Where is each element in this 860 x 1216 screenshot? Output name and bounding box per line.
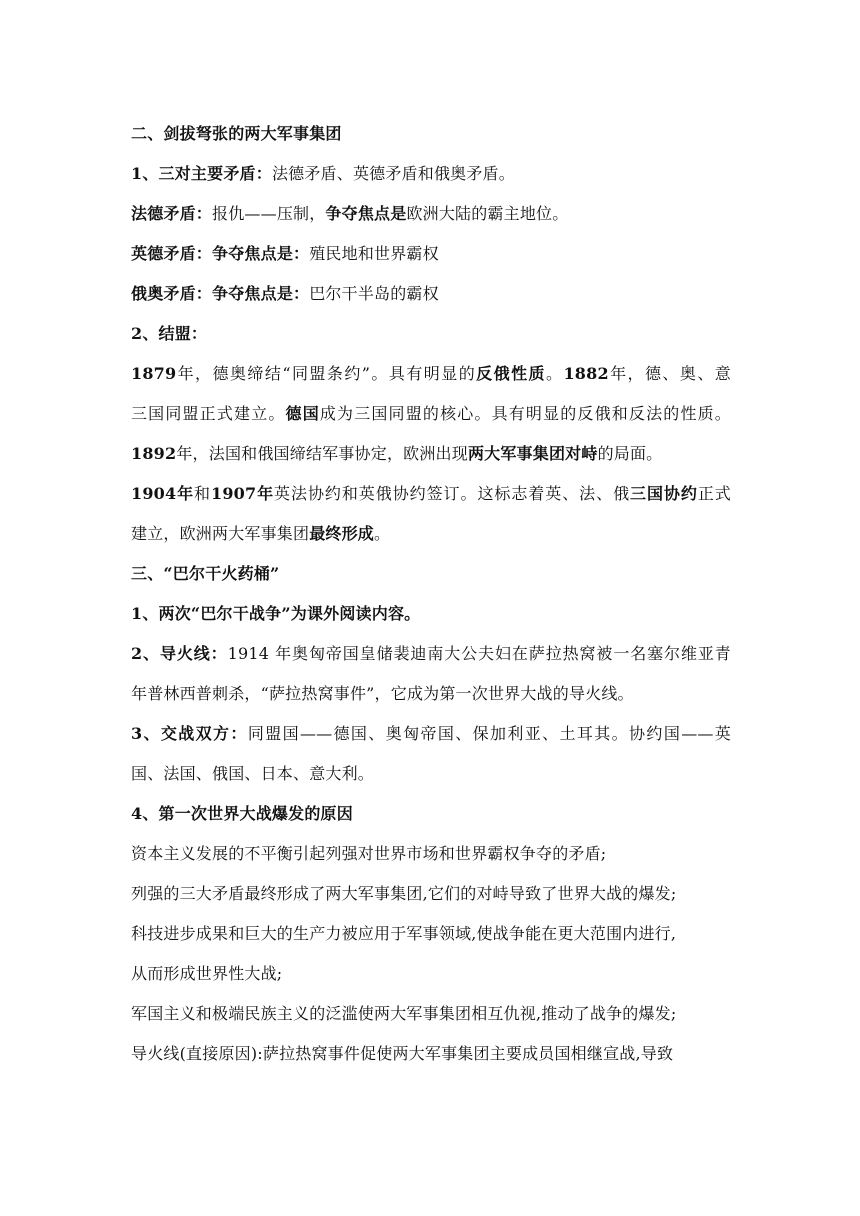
year-suffix-2: 年 xyxy=(256,484,275,503)
alliance-text-1c: 年，德、奥、意 xyxy=(608,364,732,383)
russo-austrian-focus: 争夺焦点是： xyxy=(212,284,310,303)
alliance-line-4 xyxy=(131,474,731,514)
alliance-text-4a: 和 xyxy=(194,484,211,503)
russo-austrian-line xyxy=(131,274,731,314)
causes-heading: 4、第一次世界大战爆发的原因 xyxy=(131,804,353,823)
alliance-line-1 xyxy=(131,354,731,394)
alliance-text-3b: 的局面。 xyxy=(597,444,663,463)
cause-line: 导火线(直接原因):萨拉热窝事件促使两大军事集团主要成员国相继宣战,导致 xyxy=(131,1044,674,1063)
main-contradictions-label: 1、三对主要矛盾： xyxy=(131,164,272,183)
alliance-text-5a: 建立，欧洲两大军事集团 xyxy=(131,524,310,543)
russo-austrian-label: 俄奥矛盾： xyxy=(131,284,213,303)
year-1882: 1882 xyxy=(563,364,609,383)
triple-entente: 三国协约 xyxy=(630,484,698,503)
fuse-text-1: 1914 年奥匈帝国皇储裴迪南大公夫妇在萨拉热窝被一名塞尔维亚青 xyxy=(227,644,731,663)
anglo-german-text: 殖民地和世界霸权 xyxy=(309,244,439,263)
anglo-german-focus: 争夺焦点是： xyxy=(212,244,310,263)
germany-core: 德国 xyxy=(285,404,320,423)
russo-austrian-text: 巴尔干半岛的霸权 xyxy=(309,284,439,303)
anti-russia-nature: 反俄性质 xyxy=(476,364,546,383)
alliance-text-1a: 年，德奥缔结“同盟条约”。具有明显的 xyxy=(176,364,477,383)
cause-line: 科技进步成果和巨大的生产力被应用于军事领域,使战争能在更大范围内进行, xyxy=(131,924,677,943)
two-blocs-standoff: 两大军事集团对峙 xyxy=(467,444,598,463)
alliance-text-4b: 英法协约和英俄协约签订。这标志着英、法、俄 xyxy=(274,484,631,503)
belligerents-line-1 xyxy=(131,714,731,754)
franco-german-text: 报仇——压制， xyxy=(212,204,326,223)
cause-line: 军国主义和极端民族主义的泛滥使两大军事集团相互仇视,推动了战争的爆发; xyxy=(131,1004,677,1023)
belligerents-text-1: 同盟国——德国、奥匈帝国、保加利亚、土耳其。协约国——英 xyxy=(247,724,731,743)
alliance-text-2a: 三国同盟正式建立。 xyxy=(131,404,286,423)
main-contradictions-text: 法德矛盾、英德矛盾和俄奥矛盾。 xyxy=(271,164,515,183)
cause-line: 从而形成世界性大战; xyxy=(131,964,283,983)
alliance-text-3a: 年，法国和俄国缔结军事协定，欧洲出现 xyxy=(176,444,468,463)
franco-german-line xyxy=(131,194,731,234)
year-suffix-1: 年 xyxy=(176,484,195,503)
final-formation: 最终形成 xyxy=(309,524,375,543)
alliance-text-1b: 。 xyxy=(546,364,564,383)
main-contradictions-line xyxy=(131,154,731,194)
belligerents-line-2: 国、法国、俄国、日本、意大利。 xyxy=(131,764,375,783)
alliance-line-2 xyxy=(131,394,731,434)
cause-line: 列强的三大矛盾最终形成了两大军事集团,它们的对峙导致了世界大战的爆发; xyxy=(131,884,677,903)
section-3-heading: 三、“巴尔干火药桶” xyxy=(131,564,280,583)
alliance-heading: 2、结盟： xyxy=(131,324,208,343)
franco-german-focus: 争夺焦点是 xyxy=(325,204,407,223)
alliance-line-5 xyxy=(131,514,731,554)
anglo-german-line xyxy=(131,234,731,274)
franco-german-text-2: 欧洲大陆的霸主地位。 xyxy=(406,204,569,223)
belligerents-label: 3、交战双方： xyxy=(131,724,248,743)
alliance-text-4c: 正式 xyxy=(697,484,731,503)
alliance-text-2b: 成为三国同盟的核心。具有明显的反俄和反法的性质。 xyxy=(319,404,731,423)
fuse-label: 2、导火线： xyxy=(131,644,228,663)
year-1907: 1907 xyxy=(211,484,257,503)
fuse-line-2: 年普林西普刺杀，“萨拉热窝事件”，它成为第一次世界大战的导火线。 xyxy=(131,684,634,703)
alliance-line-3 xyxy=(131,434,731,474)
year-1879: 1879 xyxy=(131,364,177,383)
franco-german-label: 法德矛盾： xyxy=(131,204,213,223)
balkan-wars-note: 1、两次“巴尔干战争”为课外阅读内容。 xyxy=(131,604,421,623)
fuse-line-1 xyxy=(131,634,731,674)
section-2-heading: 二、剑拔弩张的两大军事集团 xyxy=(131,124,342,143)
alliance-text-5b: 。 xyxy=(374,524,391,543)
year-1892: 1892 xyxy=(131,444,177,463)
anglo-german-label: 英德矛盾： xyxy=(131,244,213,263)
year-1904: 1904 xyxy=(131,484,177,503)
document-body xyxy=(131,114,731,1074)
cause-line: 资本主义发展的不平衡引起列强对世界市场和世界霸权争夺的矛盾; xyxy=(131,844,607,863)
